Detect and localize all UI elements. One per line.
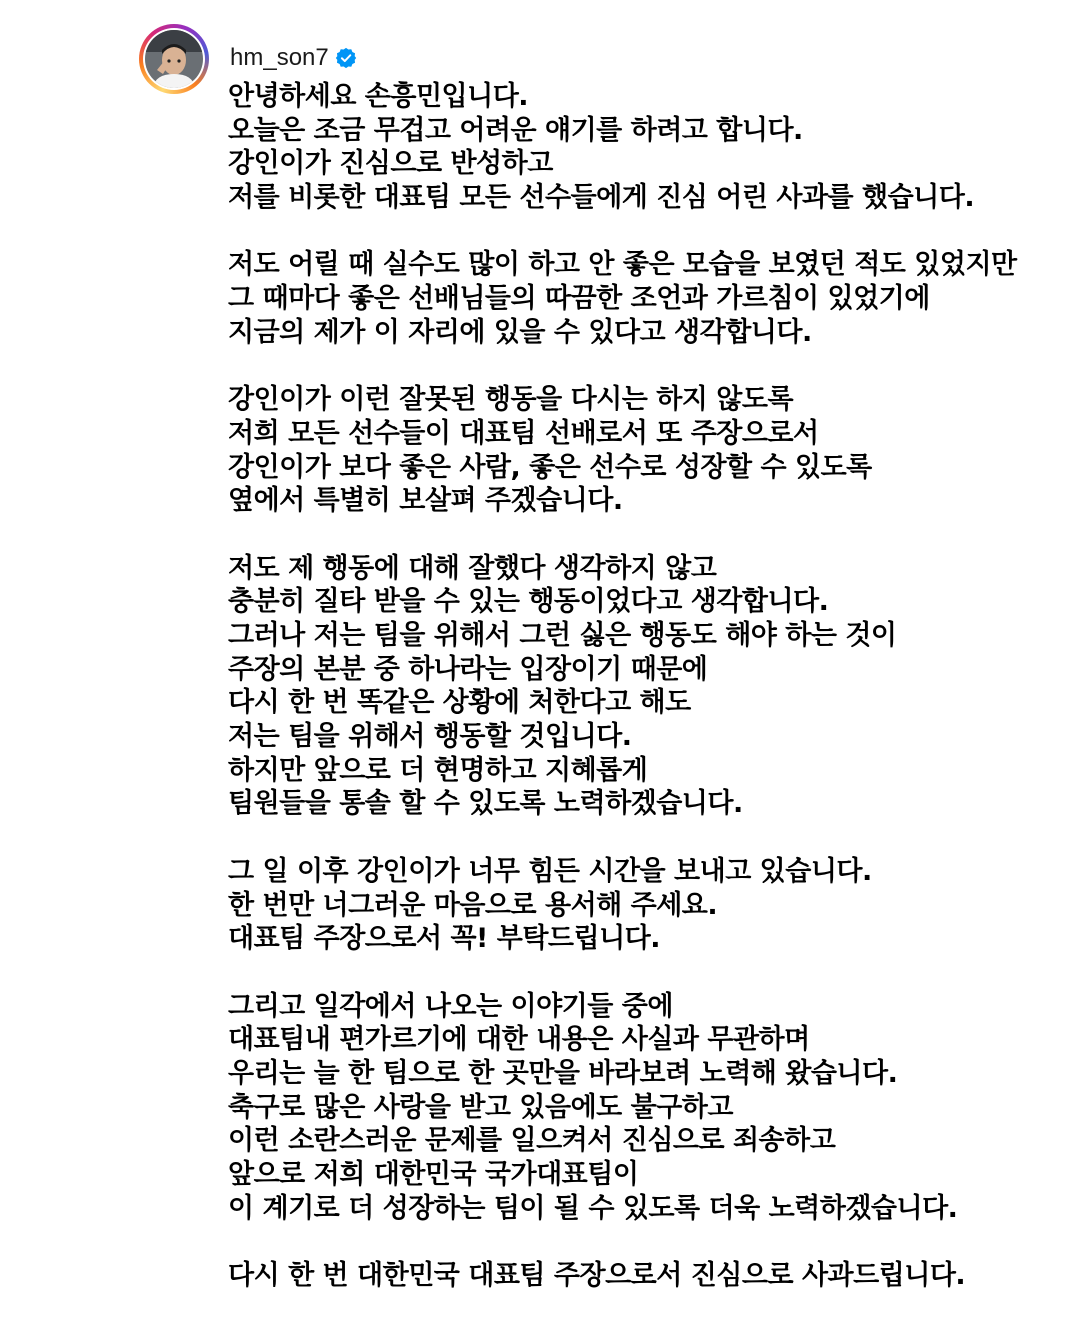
caption-paragraph-3 [228, 383, 1058, 518]
avatar-gap [143, 28, 205, 90]
caption-line: 그 때마다 좋은 선배님들의 따끔한 조언과 가르침이 있었기에 [228, 283, 930, 315]
caption-line: 충분히 질타 받을 수 있는 행동이었다고 생각합니다. [228, 586, 829, 618]
caption-line: 한 번만 너그러운 마음으로 용서해 주세요. [228, 889, 718, 921]
caption-line: 이 계기로 더 성장하는 팀이 될 수 있도록 더욱 노력하겠습니다. [228, 1192, 958, 1224]
caption-line: 저는 팀을 위해서 행동할 것입니다. [228, 721, 632, 753]
caption-line: 강인이가 진심으로 반성하고 [228, 148, 553, 180]
username-link[interactable]: hm_son7 [230, 44, 329, 71]
post-caption [228, 80, 1058, 1326]
caption-paragraph-7 [228, 1259, 1058, 1293]
caption-line: 저희 모든 선수들이 대표팀 선배로서 또 주장으로서 [228, 417, 819, 449]
caption-paragraph-6 [228, 990, 1058, 1226]
caption-line: 옆에서 특별히 보살펴 주겠습니다. [228, 485, 623, 517]
caption-paragraph-5 [228, 855, 1058, 956]
caption-line: 오늘은 조금 무겁고 어려운 얘기를 하려고 합니다. [228, 114, 803, 146]
caption-line: 앞으로 저희 대한민국 국가대표팀이 [228, 1159, 639, 1190]
caption-line: 주장의 본분 중 하나라는 입장이기 때문에 [228, 653, 708, 685]
caption-line: 팀원들을 통솔 할 수 있도록 노력하겠습니다. [228, 788, 743, 820]
caption-line: 우리는 늘 한 팀으로 한 곳만을 바라보려 노력해 왔습니다. [228, 1057, 898, 1089]
caption-paragraph-1 [228, 80, 1058, 215]
caption-line: 다시 한 번 똑같은 상황에 처한다고 해도 [228, 687, 691, 719]
verified-badge-icon [335, 47, 357, 69]
caption-paragraph-2 [228, 248, 1058, 349]
caption-line: 대표팀 주장으로서 꼭! 부탁드립니다. [228, 923, 660, 955]
caption-line: 강인이가 이런 잘못된 행동을 다시는 하지 않도록 [228, 384, 794, 416]
caption-line: 하지만 앞으로 더 현명하고 지혜롭게 [228, 754, 648, 786]
caption-line: 축구로 많은 사랑을 받고 있음에도 불구하고 [228, 1091, 733, 1123]
caption-line: 그러나 저는 팀을 위해서 그런 싫은 행동도 해야 하는 것이 [228, 620, 897, 651]
caption-line: 저도 어릴 때 실수도 많이 하고 안 좋은 모습을 보였던 적도 있었지만 [228, 249, 1017, 281]
caption-paragraph-4 [228, 552, 1058, 822]
caption-line: 저도 제 행동에 대해 잘했다 생각하지 않고 [228, 552, 717, 584]
post-header [230, 42, 357, 74]
caption-line: 강인이가 보다 좋은 사람, 좋은 선수로 성장할 수 있도록 [228, 451, 872, 483]
story-ring-avatar[interactable] [139, 24, 209, 94]
avatar [145, 30, 203, 88]
caption-line: 안녕하세요 손흥민입니다. [228, 81, 529, 112]
caption-line: 대표팀내 편가르기에 대한 내용은 사실과 무관하며 [228, 1024, 810, 1056]
caption-line: 지금의 제가 이 자리에 있을 수 있다고 생각합니다. [228, 316, 812, 348]
caption-line: 다시 한 번 대한민국 대표팀 주장으로서 진심으로 사과드립니다. [228, 1260, 966, 1292]
caption-line: 이런 소란스러운 문제를 일으켜서 진심으로 죄송하고 [228, 1125, 836, 1157]
caption-line: 저를 비롯한 대표팀 모든 선수들에게 진심 어린 사과를 했습니다. [228, 182, 975, 214]
caption-line: 그 일 이후 강인이가 너무 힘든 시간을 보내고 있습니다. [228, 855, 872, 887]
caption-line: 그리고 일각에서 나오는 이야기들 중에 [228, 990, 673, 1022]
